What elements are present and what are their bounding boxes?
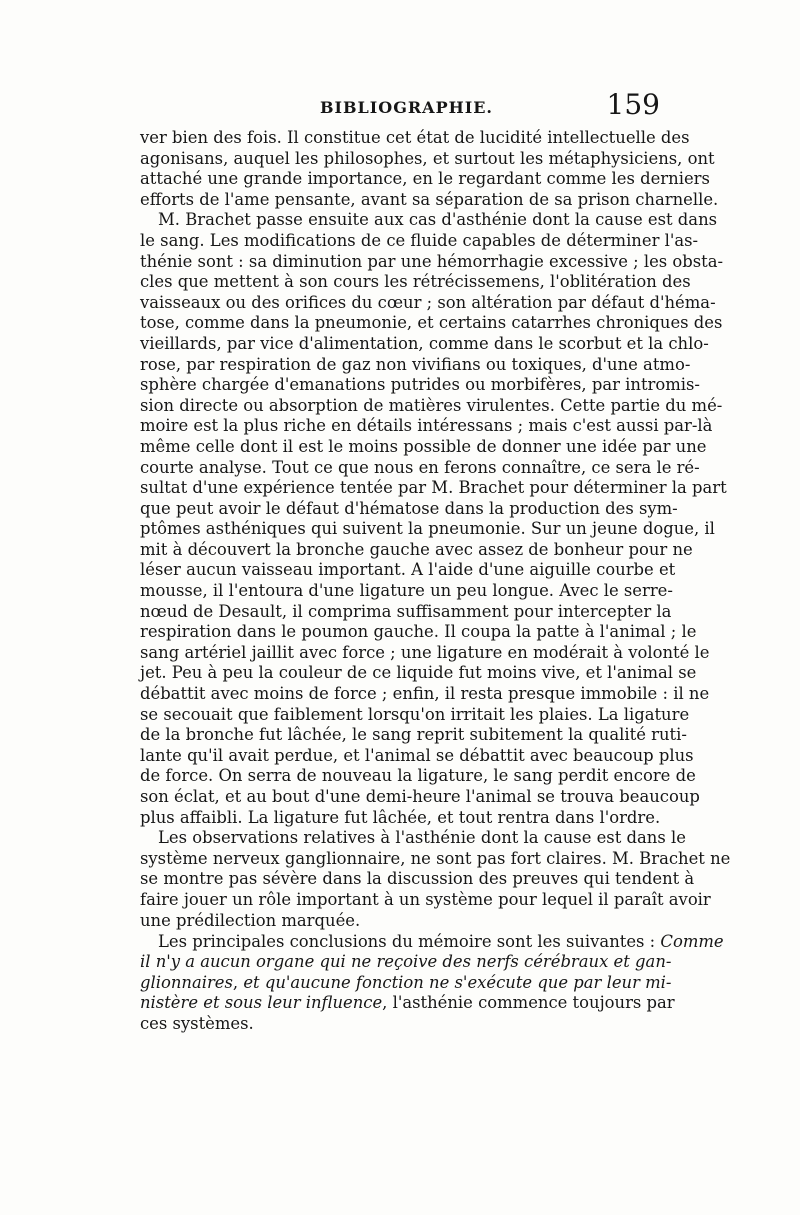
text-line: léser aucun vaisseau important. A l'aide d'une aiguille courbe et (140, 560, 676, 580)
text-line: nœud de Desault, il comprima suffisamment pour intercepter la (140, 601, 672, 621)
text-line: attaché une grande importance, en le regardant comme les derniers (140, 169, 710, 189)
text-line: efforts de l'ame pensante, avant sa séparation de sa prison charnelle. (140, 189, 719, 209)
italic-run: et qu'aucune fonction ne s'exécute que par leur mi- (243, 972, 672, 992)
text-line: débattit avec moins de force ; enfin, il resta presque immobile : il ne (140, 684, 710, 704)
text-line: vaisseaux ou des orifices du cœur ; son altération par défaut d'héma- (140, 292, 716, 312)
text-line: ver bien des fois. Il constitue cet état de lucidité intellectuelle des (140, 128, 690, 147)
text-line: faire jouer un rôle important à un système pour lequel il paraît avoir (140, 889, 711, 909)
text-line: moire est la plus riche en détails intéressans ; mais c'est aussi par-là (140, 416, 713, 436)
text-run: Les principales conclusions du mémoire sont les suivantes : (158, 931, 661, 951)
text-line (140, 972, 672, 994)
text-line: lante qu'il avait perdue, et l'animal se débattit avec beaucoup plus (140, 745, 694, 765)
italic-run: Comme (660, 931, 724, 951)
text-line: plus affaibli. La ligature fut lâchée, et tout rentra dans l'ordre. (140, 807, 661, 827)
running-head-title: BIBLIOGRAPHIE. (320, 98, 493, 117)
text-line: sang artériel jaillit avec force ; une ligature en modérait à volonté le (140, 642, 710, 662)
text-line: rose, par respiration de gaz non vivifians ou toxiques, d'une atmo- (140, 354, 691, 374)
text-line: sphère chargée d'emanations putrides ou morbifères, par intromis- (140, 375, 700, 395)
text-line: de force. On serra de nouveau la ligature, le sang perdit encore de (140, 766, 696, 786)
text-line: même celle dont il est le moins possible de donner une idée par une (140, 436, 707, 456)
text-line: thénie sont : sa diminution par une hémorrhagie excessive ; les obsta- (140, 251, 724, 271)
text-line: vieillards, par vice d'alimentation, comme dans le scorbut et la chlo- (140, 333, 709, 353)
running-head (150, 88, 660, 128)
text-line: que peut avoir le défaut d'hématose dans la production des sym- (140, 498, 678, 518)
text-line: cles que mettent à son cours les rétrécissemens, l'oblitération des (140, 272, 691, 292)
text-line: se montre pas sévère dans la discussion des preuves qui tendent à (140, 869, 695, 889)
text-line: de la bronche fut lâchée, le sang reprit subitement la qualité ruti- (140, 725, 687, 745)
page-number: 159 (606, 88, 660, 121)
text-line: le sang. Les modifications de ce fluide capables de déterminer l'as- (140, 230, 699, 250)
text-line: respiration dans le poumon gauche. Il coupa la patte à l'animal ; le (140, 622, 697, 642)
body-text (140, 128, 731, 1035)
text-line: se secouait que faiblement lorsqu'on irritait les plaies. La ligature (140, 704, 690, 724)
text-run: , (232, 972, 244, 992)
text-line: ces systèmes. (140, 1014, 254, 1034)
text-line: système nerveux ganglionnaire, ne sont pas fort claires. M. Brachet ne (140, 848, 731, 868)
text-line: agonisans, auquel les philosophes, et surtout les métaphysiciens, ont (140, 148, 715, 168)
text-line: mousse, il l'entoura d'une ligature un peu longue. Avec le serre- (140, 581, 673, 601)
text-line: jet. Peu à peu la couleur de ce liquide fut moins vive, et l'animal se (140, 663, 697, 683)
text-run: , l'asthénie commence toujours par (382, 993, 675, 1013)
text-line: ptômes asthéniques qui suivent la pneumonie. Sur un jeune dogue, il (140, 519, 715, 539)
italic-run: glionnaires (140, 972, 233, 992)
text-line: sultat d'une expérience tentée par M. Brachet pour déterminer la part (140, 478, 727, 498)
italic-run: nistère et sous leur influence (140, 993, 383, 1013)
italic-run: il n'y a aucun organe qui ne reçoive des nerfs cérébraux et gan- (140, 952, 672, 972)
text-line: une prédilection marquée. (140, 910, 361, 930)
text-line: sion directe ou absorption de matières virulentes. Cette partie du mé- (140, 395, 723, 415)
text-line (140, 952, 672, 973)
text-line: M. Brachet passe ensuite aux cas d'asthénie dont la cause est dans (158, 210, 718, 230)
text-line: courte analyse. Tout ce que nous en ferons connaître, ce sera le ré- (140, 457, 700, 477)
text-line: son éclat, et au bout d'une demi-heure l'animal se trouva beaucoup (140, 787, 700, 806)
text-line: mit à découvert la bronche gauche avec assez de bonheur pour ne (140, 539, 693, 559)
text-line: Les observations relatives à l'asthénie dont la cause est dans le (158, 828, 686, 848)
text-line (140, 931, 724, 953)
text-line: tose, comme dans la pneumonie, et certains catarrhes chroniques des (140, 313, 723, 333)
text-line (140, 993, 675, 1014)
